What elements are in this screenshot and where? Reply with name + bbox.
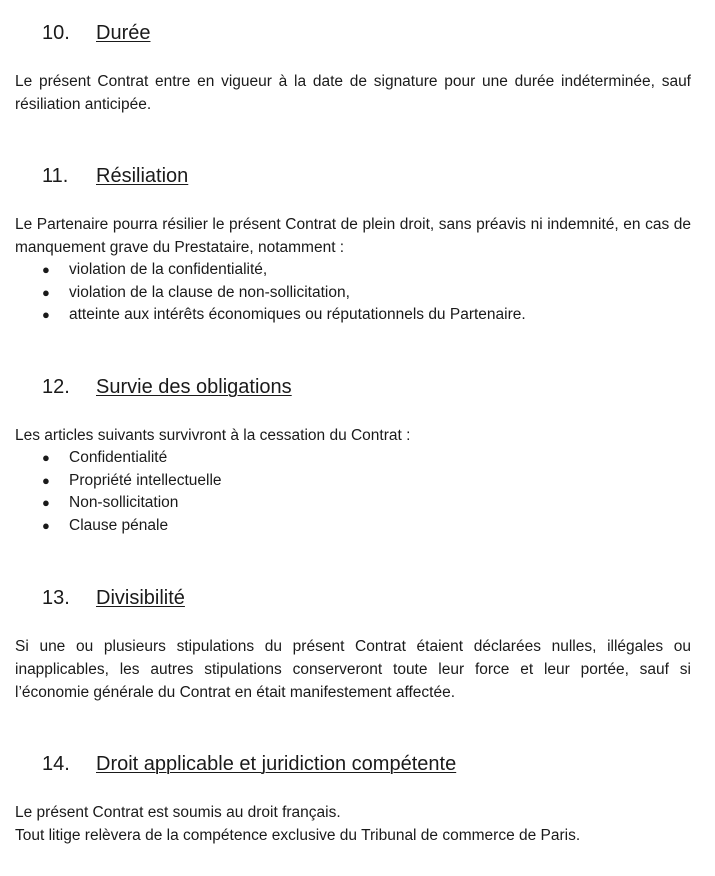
list-item-text: Non-sollicitation [69,494,179,512]
list-item-text: atteinte aux intérêts économiques ou réputationnels du Partenaire. [69,306,526,324]
list-item [15,492,691,515]
list-item-text: Propriété intellectuelle [69,471,222,489]
bullet-icon: ● [42,450,50,465]
section-heading [15,586,691,610]
section-droit-applicable [15,752,691,847]
bullet-list [15,259,691,327]
bullet-icon: ● [42,517,50,533]
list-item [15,470,691,493]
section-heading [15,21,691,45]
section-duree [15,21,691,116]
section-paragraph: Le présent Contrat est soumis au droit français. [15,804,341,821]
list-item-text: violation de la clause de non-sollicitation, [69,283,350,301]
section-title: Résiliation [96,165,189,187]
bullet-icon: ● [42,495,50,511]
bullet-icon: ● [42,284,50,300]
bullet-icon: ● [42,307,50,323]
section-paragraph: Le Partenaire pourra résilier le présent Contrat de plein droit, sans préavis ni indemnité, en cas de manquement grave du Prestataire, notamment : [15,216,691,256]
section-title: Durée [96,22,151,44]
section-number: 13. [42,587,70,609]
list-item-text: Confidentialité [69,449,168,466]
section-paragraph: Le présent Contrat entre en vigueur à la date de signature pour une durée indéterminée, sauf résiliation anticipée. [15,73,691,113]
bullet-icon: ● [42,472,50,488]
section-number: 14. [42,753,70,775]
section-survie [15,375,691,537]
list-item-text: violation de la confidentialité, [69,261,268,278]
list-item [15,304,691,327]
section-heading [15,752,691,776]
section-title: Divisibilité [96,587,185,609]
list-item [15,515,691,538]
section-divisibilite [15,586,691,704]
section-number: 12. [42,376,70,398]
section-heading [15,375,691,399]
section-number: 10. [42,22,70,44]
list-item [15,259,691,282]
section-resiliation [15,164,691,327]
section-paragraph: Les articles suivants survivront à la cessation du Contrat : [15,427,411,444]
section-number: 11. [42,165,69,187]
section-title: Droit applicable et juridiction compétente [96,753,457,775]
bullet-icon: ● [42,262,50,277]
section-heading [15,164,691,188]
bullet-list [15,447,691,537]
section-paragraph: Tout litige relèvera de la compétence exclusive du Tribunal de commerce de Paris. [15,827,581,844]
list-item-text: Clause pénale [69,516,169,534]
section-paragraph: Si une ou plusieurs stipulations du présent Contrat étaient déclarées nulles, illégales ou inapplicables, les autres stipulations conserveront toute leur force et leur portée, sauf si l’économie générale du Contrat en était manifestement affectée. [15,638,691,701]
list-item [15,282,691,305]
list-item [15,447,691,470]
section-title: Survie des obligations [96,376,292,398]
